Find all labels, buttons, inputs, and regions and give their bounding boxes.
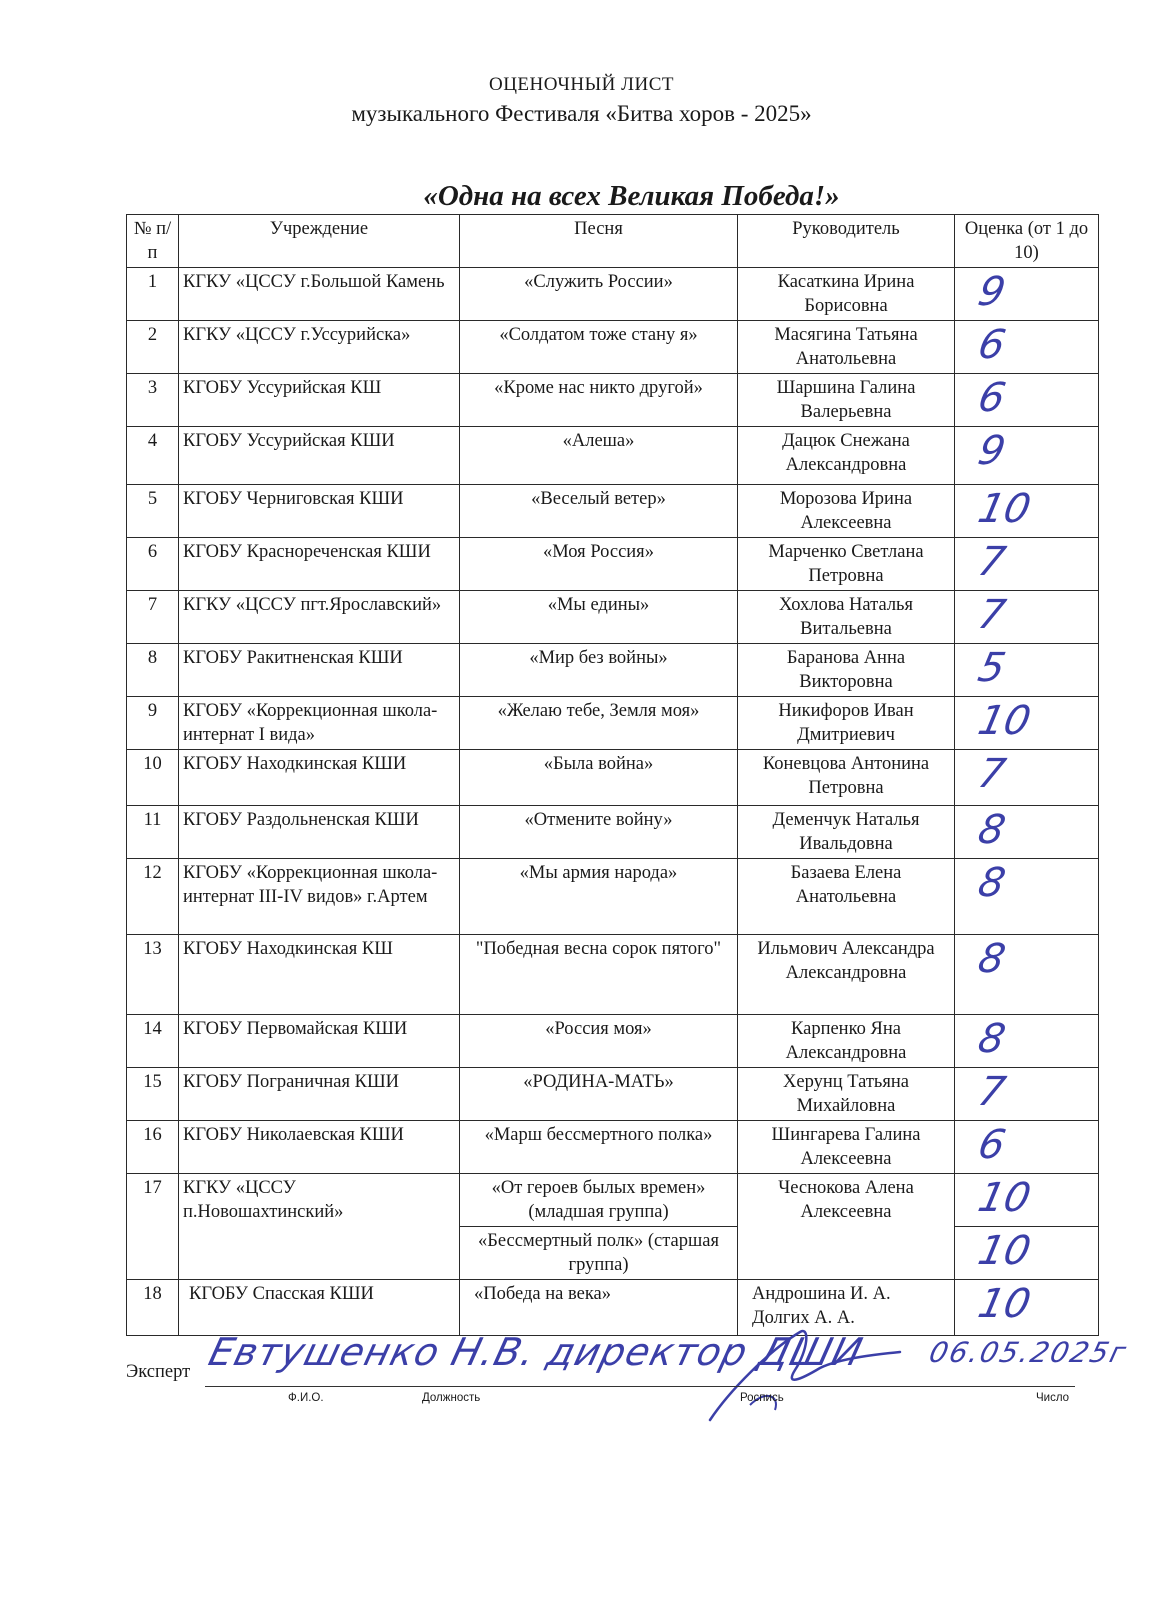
col-song-header: Песня [460,215,738,268]
table-row [127,935,1099,1015]
handwritten-score: 8 [974,1016,1010,1062]
table-row [127,644,1099,697]
director-name: Долгих А. А. [752,1308,855,1328]
row-org: КГОБУ Ракитненская КШИ [179,644,460,697]
row-song: «Веселый ветер» [460,485,738,538]
table-row [127,859,1099,935]
row-num: 16 [127,1121,179,1174]
row-director: Марченко Светлана Петровна [738,538,955,591]
row-score [955,591,1099,644]
row-org: КГОБУ «Коррекционная школа-интернат III-IV видов» г.Артем [179,859,460,935]
row-org: КГКУ «ЦССУ пгт.Ярославский» [179,591,460,644]
table-row [127,485,1099,538]
row-num: 6 [127,538,179,591]
row-song: «Россия моя» [460,1015,738,1068]
row-org: КГОБУ Уссурийская КШИ [179,427,460,485]
table-row [127,427,1099,485]
row-org: КГКУ «ЦССУ г.Большой Камень [179,268,460,321]
col-director-header: Руководитель [738,215,955,268]
row-score [955,1068,1099,1121]
row-score [955,697,1099,750]
row-org: КГОБУ Раздольненская КШИ [179,806,460,859]
festival-theme: «Одна на всех Великая Победа!» [423,180,840,212]
row-director: Шингарева Галина Алексеевна [738,1121,955,1174]
row-num: 9 [127,697,179,750]
caption-fio: Ф.И.О. [288,1392,324,1404]
row-org: КГОБУ Краснореченская КШИ [179,538,460,591]
row-score [955,1280,1099,1336]
row-song: «Марш бессмертного полка» [460,1121,738,1174]
row-director: Ильмович Александра Александровна [738,935,955,1015]
row-score [955,1121,1099,1174]
row-score [955,427,1099,485]
table-row [127,1174,1099,1227]
row-num: 3 [127,374,179,427]
row-song: «Алеша» [460,427,738,485]
col-org-header: Учреждение [179,215,460,268]
row-org: КГКУ «ЦССУ г.Уссурийска» [179,321,460,374]
handwritten-score: 7 [974,1069,1010,1115]
row-num: 17 [127,1174,179,1280]
handwritten-score: 10 [974,486,1035,532]
row-score [955,859,1099,935]
table-row [127,750,1099,806]
row-num: 15 [127,1068,179,1121]
row-score [955,321,1099,374]
row-org: КГОБУ «Коррекционная школа-интернат I вида» [179,697,460,750]
row-num: 5 [127,485,179,538]
row-num: 7 [127,591,179,644]
handwritten-score: 8 [974,807,1010,853]
row-director: Деменчук Наталья Ивальдовна [738,806,955,859]
row-song: "Победная весна сорок пятого" [460,935,738,1015]
caption-signature: Роспись [740,1392,784,1404]
handwritten-score: 5 [974,645,1010,691]
handwritten-score: 9 [974,269,1010,315]
table-row [127,806,1099,859]
row-song: «Мы армия народа» [460,859,738,935]
row-director: Морозова Ирина Алексеевна [738,485,955,538]
handwritten-score: 8 [974,860,1010,906]
row-song: «Кроме нас никто другой» [460,374,738,427]
row-org: КГОБУ Пограничная КШИ [179,1068,460,1121]
row-score [955,644,1099,697]
row-num: 1 [127,268,179,321]
handwritten-score: 7 [974,592,1010,638]
row-director: Масягина Татьяна Анатольевна [738,321,955,374]
row-score [955,1174,1099,1227]
row-num: 18 [127,1280,179,1336]
caption-position: Должность [422,1392,481,1404]
handwritten-score: 6 [974,375,1010,421]
row-num: 10 [127,750,179,806]
row-director: Базаева Елена Анатольевна [738,859,955,935]
row-director: Дацюк Снежана Александровна [738,427,955,485]
row-score [955,485,1099,538]
row-org: КГОБУ Находкинская КШИ [179,750,460,806]
row-score [955,806,1099,859]
handwritten-score: 7 [974,539,1010,585]
festival-name: музыкального Фестиваля «Битва хоров - 2025» [351,101,812,126]
row-director: Никифоров Иван Дмитриевич [738,697,955,750]
table-row [127,1068,1099,1121]
handwritten-score: 6 [974,322,1010,368]
handwritten-score: 7 [974,751,1010,797]
handwritten-score: 10 [974,1281,1035,1327]
signature-scrawl-icon [690,1320,910,1430]
expert-handwritten-name: Евтушенко Н.В. директор ДШИ [204,1330,868,1374]
row-org: КГОБУ Черниговская КШИ [179,485,460,538]
row-num: 8 [127,644,179,697]
row-song: «От героев былых времен» (младшая группа) [460,1174,738,1227]
row-director: Чеснокова Алена Алексеевна [738,1174,955,1280]
row-director: Коневцова Антонина Петровна [738,750,955,806]
row-score [955,750,1099,806]
row-num: 14 [127,1015,179,1068]
handwritten-score: 10 [974,698,1035,744]
sheet-title: ОЦЕНОЧНЫЙ ЛИСТ [488,74,674,95]
table-row [127,697,1099,750]
row-song: «Моя Россия» [460,538,738,591]
row-song: «Бессмертный полк» (старшая группа) [460,1227,738,1280]
row-org: КГОБУ Спасская КШИ [179,1280,460,1336]
table-row [127,591,1099,644]
row-director: Касаткина Ирина Борисовна [738,268,955,321]
handwritten-score: 8 [974,936,1010,982]
row-org: КГОБУ Уссурийская КШ [179,374,460,427]
handwritten-score: 10 [974,1175,1035,1221]
row-score [955,374,1099,427]
header-row [127,215,1099,268]
row-director: Шаршина Галина Валерьевна [738,374,955,427]
row-song: «Была война» [460,750,738,806]
row-director: Баранова Анна Викторовна [738,644,955,697]
table-row [127,538,1099,591]
table-row [127,321,1099,374]
row-song: «Отмените войну» [460,806,738,859]
row-score [955,935,1099,1015]
row-song: «Желаю тебе, Земля моя» [460,697,738,750]
row-song: «Служить России» [460,268,738,321]
row-score [955,1227,1099,1280]
table-row [127,268,1099,321]
row-director: Карпенко Яна Александровна [738,1015,955,1068]
table-row [127,374,1099,427]
table-body [127,268,1099,1174]
col-num-header: № п/п [127,215,179,268]
row-org: КГКУ «ЦССУ п.Новошахтинский» [179,1174,460,1280]
row-director: Херунц Татьяна Михайловна [738,1068,955,1121]
row-song: «Солдатом тоже стану я» [460,321,738,374]
row-num: 11 [127,806,179,859]
caption-date: Число [1036,1392,1070,1404]
table-row [127,1015,1099,1068]
table-row [127,1121,1099,1174]
handwritten-score: 10 [974,1228,1035,1274]
row-score [955,1015,1099,1068]
row-org: КГОБУ Находкинская КШ [179,935,460,1015]
table-row [127,1280,1099,1336]
row-num: 2 [127,321,179,374]
row-num: 12 [127,859,179,935]
expert-date: 06.05.2025г [925,1336,1132,1369]
handwritten-score: 6 [974,1122,1010,1168]
row-song: «Победа на века» [460,1280,738,1336]
row-song: «РОДИНА-МАТЬ» [460,1068,738,1121]
row-org: КГОБУ Первомайская КШИ [179,1015,460,1068]
expert-label: Эксперт [126,1362,191,1382]
row-song: «Мир без войны» [460,644,738,697]
row-director: Хохлова Наталья Витальевна [738,591,955,644]
handwritten-score: 9 [974,428,1010,474]
row-num: 4 [127,427,179,485]
signature-line [205,1386,1075,1387]
col-score-header: Оценка (от 1 до 10) [955,215,1099,268]
row-score [955,268,1099,321]
score-table [126,214,1099,1336]
row-score [955,538,1099,591]
row-num: 13 [127,935,179,1015]
row-song: «Мы едины» [460,591,738,644]
director-name: Андрошина И. А. [752,1284,891,1304]
row-org: КГОБУ Николаевская КШИ [179,1121,460,1174]
